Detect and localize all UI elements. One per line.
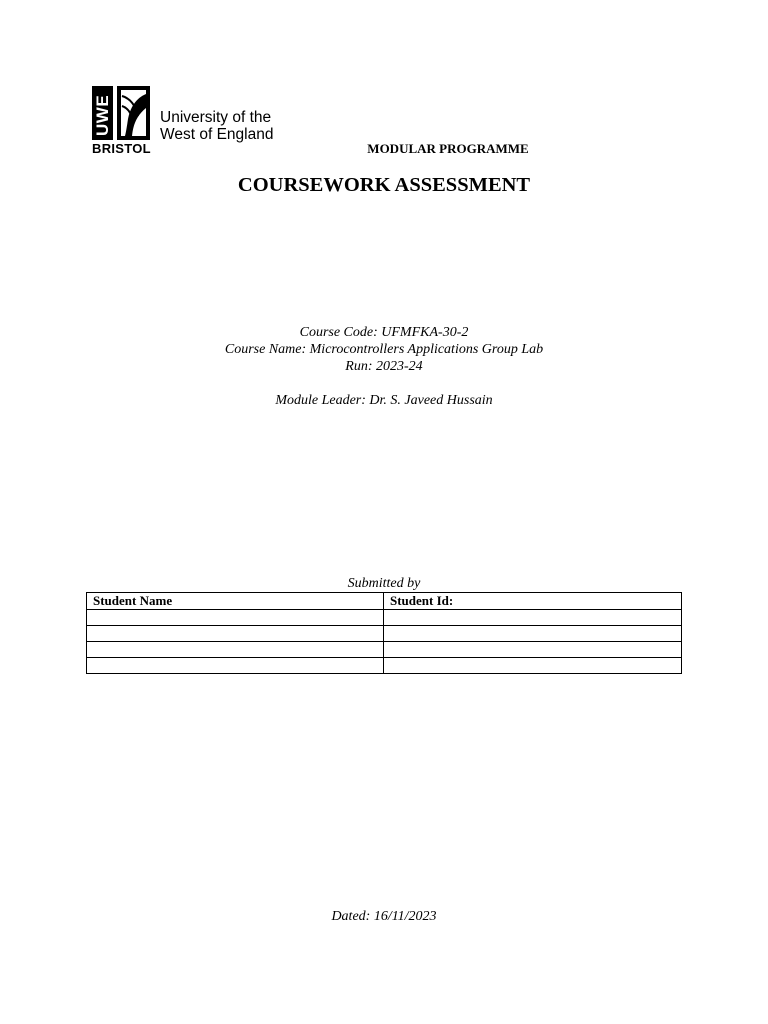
uwe-logo-mark — [92, 86, 150, 140]
course-code: Course Code: UFMFKA-30-2 — [299, 325, 469, 340]
course-run: Run: 2023-24 — [345, 359, 423, 374]
submitted-by-label: Submitted by — [347, 576, 421, 591]
university-city: BRISTOL — [92, 141, 151, 156]
student-id-cell[interactable] — [384, 610, 682, 626]
student-name-cell[interactable] — [87, 626, 384, 642]
student-name-cell[interactable] — [87, 610, 384, 626]
programme-text: MODULAR PROGRAMME — [367, 141, 529, 156]
programme-heading — [0, 141, 768, 157]
module-leader: Module Leader: Dr. S. Javeed Hussain — [275, 393, 493, 408]
table-row — [87, 626, 682, 642]
page-title: COURSEWORK ASSESSMENT — [237, 174, 531, 196]
university-name-line1: University of the — [160, 109, 272, 126]
student-id-header: Student Id: — [384, 593, 682, 610]
table-row — [87, 658, 682, 674]
university-name-line2: West of England — [160, 126, 274, 143]
svg-text:UWE: UWE — [93, 94, 112, 136]
table-header-row — [87, 593, 682, 610]
date-line: Dated: 16/11/2023 — [331, 909, 437, 924]
student-name-cell[interactable] — [87, 658, 384, 674]
student-id-cell[interactable] — [384, 642, 682, 658]
table-row — [87, 642, 682, 658]
course-name: Course Name: Microcontrollers Applications Group Lab — [224, 342, 544, 357]
student-id-cell[interactable] — [384, 626, 682, 642]
student-name-header: Student Name — [87, 593, 384, 610]
student-name-cell[interactable] — [87, 642, 384, 658]
table-row — [87, 610, 682, 626]
student-id-cell[interactable] — [384, 658, 682, 674]
student-table — [86, 592, 682, 674]
